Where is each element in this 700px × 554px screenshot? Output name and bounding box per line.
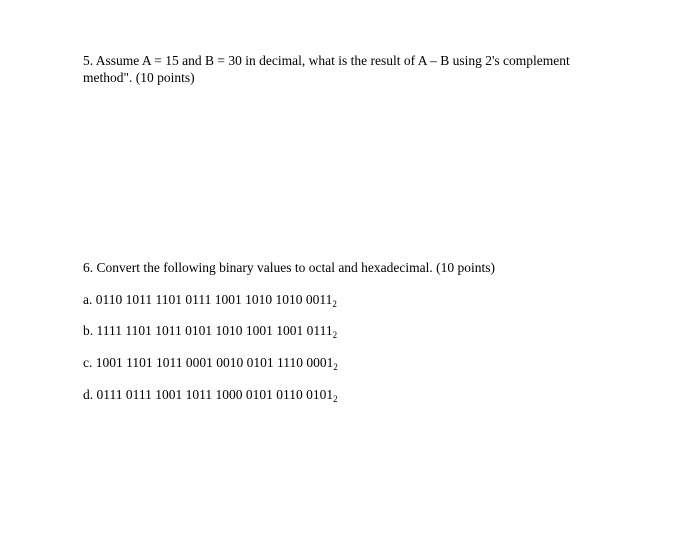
binary-value-a	[83, 291, 337, 308]
binary-value-d-base: 2	[333, 394, 338, 404]
question-5	[83, 52, 603, 86]
binary-value-d	[83, 386, 338, 403]
binary-value-d-text: d. 0111 0111 1001 1011 1000 0101 0110 0101	[83, 387, 334, 402]
binary-value-b-base: 2	[332, 330, 338, 340]
binary-value-a-text: a. 0110 1011 1101 0111 1001 1010 1010 0011	[83, 292, 333, 307]
binary-value-a-base: 2	[332, 299, 337, 309]
question-6	[83, 259, 603, 404]
binary-value-c-text: c. 1001 1101 1011 0001 0010 0101 1110 0001	[83, 355, 334, 370]
question-6-title: 6. Convert the following binary values to octal and hexadecimal. (10 points)	[83, 260, 496, 275]
binary-value-b-text: b. 1111 1101 1011 0101 1010 1001 1001 0111	[83, 323, 333, 338]
binary-value-b	[83, 322, 337, 339]
binary-value-c-base: 2	[333, 362, 338, 372]
binary-value-c	[83, 354, 338, 371]
question-5-line-2: method". (10 points)	[83, 70, 195, 85]
question-5-line-1: 5. Assume A = 15 and B = 30 in decimal, what is the result of A – B using 2's complement	[83, 53, 570, 68]
